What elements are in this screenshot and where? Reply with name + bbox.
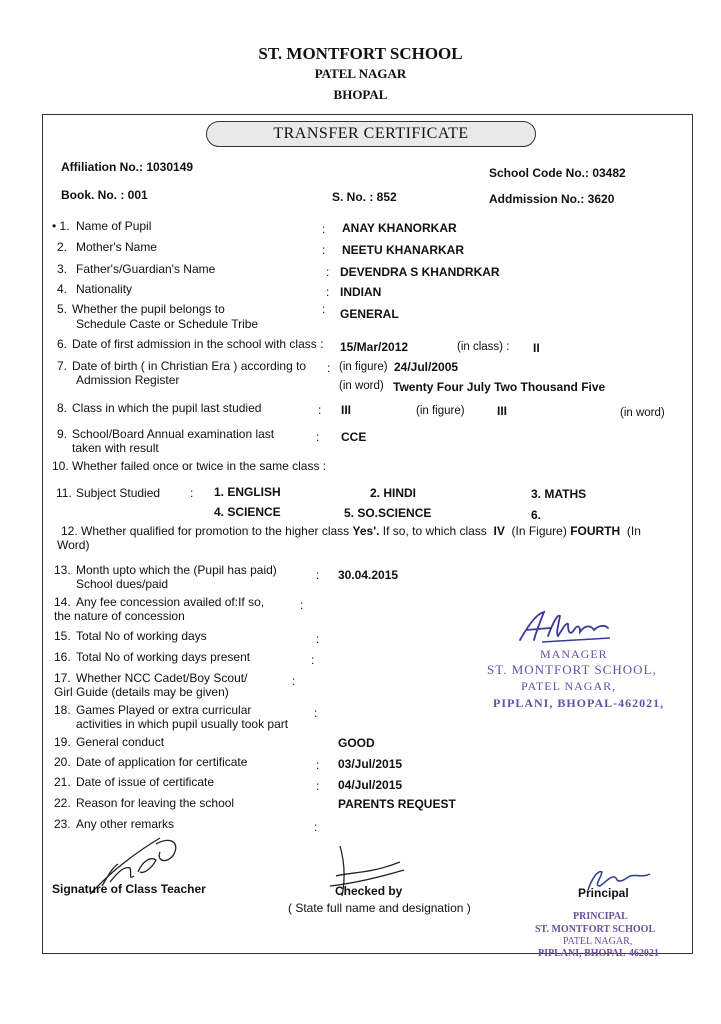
field-13-label-line-2: School dues/paid bbox=[76, 577, 169, 591]
field-14-label-line-1: Any fee concession availed of:If so, bbox=[76, 595, 265, 609]
field-16-colon: : bbox=[311, 653, 315, 667]
field-9-colon: : bbox=[316, 430, 320, 444]
field-7-colon: : bbox=[327, 361, 331, 375]
principal-stamp-line-3: PATEL NAGAR, bbox=[563, 936, 633, 947]
field-23-colon: : bbox=[314, 820, 318, 834]
field-16-label: Total No of working days present bbox=[76, 650, 251, 664]
subject-item: 5. SO.SCIENCE bbox=[344, 506, 432, 520]
field-1-label: Name of Pupil bbox=[76, 219, 152, 233]
field-3-colon: : bbox=[326, 265, 330, 279]
field-8-colon: : bbox=[318, 403, 322, 417]
field-11-number: 11. bbox=[56, 486, 72, 500]
nationality-value: INDIAN bbox=[340, 285, 382, 299]
field-10-number: 10. bbox=[52, 459, 69, 473]
category-value: GENERAL bbox=[340, 307, 399, 321]
issue-date-value: 04/Jul/2015 bbox=[338, 778, 403, 792]
subject-item: 4. SCIENCE bbox=[214, 505, 281, 519]
field-16-number: 16. bbox=[54, 650, 71, 664]
mother-name-value: NEETU KHANARKAR bbox=[342, 243, 464, 257]
principal-stamp-line-1: PRINCIPAL bbox=[573, 911, 628, 922]
subject-item: 3. MATHS bbox=[531, 487, 587, 501]
field-13-colon: : bbox=[316, 568, 320, 582]
field-7-label-line-2: Admission Register bbox=[76, 373, 180, 387]
field-17-number: 17. bbox=[54, 671, 71, 685]
subject-item: 6. bbox=[531, 508, 542, 522]
field-22-number: 22. bbox=[54, 796, 71, 810]
field-12-line-1: 12. Whether qualified for promotion to the higher class Yes'. If so, to which class IV (In Figure) FOURTH (In bbox=[61, 524, 641, 538]
field-14-label-line-2: the nature of concession bbox=[54, 609, 185, 623]
field-9-label-line-2: taken with result bbox=[72, 441, 159, 455]
field-21-number: 21. bbox=[54, 775, 71, 789]
field-3-number: 3. bbox=[57, 262, 68, 276]
field-6-label: Date of first admission in the school with class : bbox=[72, 337, 324, 351]
dob-in-figure-label: (in figure) bbox=[339, 361, 388, 373]
field-4-label: Nationality bbox=[76, 282, 133, 296]
field-17-colon: : bbox=[292, 674, 296, 688]
last-class-in-word-label: (in word) bbox=[620, 407, 665, 419]
exam-result-value: CCE bbox=[341, 430, 367, 444]
principal-stamp-line-4: PIPLANI, BHOPAL-462021 bbox=[538, 948, 659, 959]
affiliation-number: Affiliation No.: 1030149 bbox=[61, 160, 194, 174]
field-17-label-line-1: Whether NCC Cadet/Boy Scout/ bbox=[76, 671, 248, 685]
field-7-number: 7. bbox=[57, 359, 68, 373]
field-3-label: Father's/Guardian's Name bbox=[76, 262, 216, 276]
field-15-label: Total No of working days bbox=[76, 629, 207, 643]
last-class-word-value: III bbox=[497, 404, 508, 418]
field-23-label: Any other remarks bbox=[76, 817, 175, 831]
certificate-title: TRANSFER CERTIFICATE bbox=[273, 125, 469, 142]
state-full-name-label: ( State full name and designation ) bbox=[288, 901, 471, 915]
field-15-number: 15. bbox=[54, 629, 71, 643]
principal-stamp-line-2: ST. MONTFORT SCHOOL bbox=[535, 924, 656, 935]
field-19-number: 19. bbox=[54, 735, 71, 749]
checked-by-label: Checked by bbox=[335, 884, 403, 898]
class-teacher-signature-label: Signature of Class Teacher bbox=[52, 882, 206, 896]
field-5-label-line-1: Whether the pupil belongs to bbox=[72, 302, 225, 316]
field-9-number: 9. bbox=[57, 427, 68, 441]
field-19-label: General conduct bbox=[76, 735, 165, 749]
manager-stamp-line-3: PATEL NAGAR, bbox=[521, 679, 617, 693]
field-4-colon: : bbox=[326, 285, 330, 299]
in-class-label: (in class) : bbox=[457, 341, 510, 353]
field-21-colon: : bbox=[316, 779, 320, 793]
book-number: Book. No. : 001 bbox=[61, 188, 148, 202]
admission-number: Addmission No.: 3620 bbox=[489, 192, 615, 206]
field-10-label: Whether failed once or twice in the same class : bbox=[72, 459, 327, 473]
field-17-label-line-2: Girl Guide (details may be given) bbox=[54, 685, 229, 699]
last-class-in-figure-label: (in figure) bbox=[416, 405, 465, 417]
field-5-number: 5. bbox=[57, 302, 68, 316]
admission-date-value: 15/Mar/2012 bbox=[340, 340, 409, 354]
school-name: ST. MONTFORT SCHOOL bbox=[258, 44, 463, 63]
father-name-value: DEVENDRA S KHANDRKAR bbox=[340, 265, 500, 279]
field-21-label: Date of issue of certificate bbox=[76, 775, 215, 789]
dob-in-word-label: (in word) bbox=[339, 380, 384, 392]
application-date-value: 03/Jul/2015 bbox=[338, 757, 403, 771]
field-11-colon: : bbox=[190, 486, 194, 500]
field-1-number: • 1. bbox=[52, 219, 70, 233]
field-2-label: Mother's Name bbox=[76, 240, 157, 254]
field-15-colon: : bbox=[316, 632, 320, 646]
field-8-label: Class in which the pupil last studied bbox=[72, 401, 262, 415]
subject-item: 2. HINDI bbox=[370, 486, 417, 500]
field-4-number: 4. bbox=[57, 282, 68, 296]
school-code: School Code No.: 03482 bbox=[489, 166, 626, 180]
principal-signature-label: Principal bbox=[578, 886, 629, 900]
field-5-colon: : bbox=[322, 302, 326, 316]
school-locality: PATEL NAGAR bbox=[314, 66, 407, 81]
field-14-number: 14. bbox=[54, 595, 71, 609]
field-8-number: 8. bbox=[57, 401, 68, 415]
pupil-name-value: ANAY KHANORKAR bbox=[342, 221, 457, 235]
field-22-label: Reason for leaving the school bbox=[76, 796, 235, 810]
field-6-number: 6. bbox=[57, 337, 68, 351]
conduct-value: GOOD bbox=[338, 736, 375, 750]
field-23-number: 23. bbox=[54, 817, 71, 831]
dues-paid-value: 30.04.2015 bbox=[338, 568, 399, 582]
field-20-number: 20. bbox=[54, 755, 71, 769]
leaving-reason-value: PARENTS REQUEST bbox=[338, 797, 456, 811]
school-city: BHOPAL bbox=[333, 87, 388, 102]
field-20-label: Date of application for certificate bbox=[76, 755, 248, 769]
dob-figure-value: 24/Jul/2005 bbox=[394, 360, 459, 374]
admission-class-value: II bbox=[533, 341, 540, 355]
field-1-colon: : bbox=[322, 222, 326, 236]
field-18-colon: : bbox=[314, 706, 318, 720]
manager-stamp-line-1: MANAGER bbox=[540, 647, 608, 661]
field-11-label: Subject Studied bbox=[76, 486, 161, 500]
field-5-label-line-2: Schedule Caste or Schedule Tribe bbox=[76, 317, 259, 331]
manager-signature-icon bbox=[514, 606, 614, 646]
dob-word-value: Twenty Four July Two Thousand Five bbox=[393, 380, 606, 394]
serial-number: S. No. : 852 bbox=[332, 190, 397, 204]
field-13-label-line-1: Month upto which the (Pupil has paid) bbox=[76, 563, 277, 577]
field-2-colon: : bbox=[322, 243, 326, 257]
field-18-label-line-1: Games Played or extra curricular bbox=[76, 703, 252, 717]
field-7-label-line-1: Date of birth ( in Christian Era ) according to bbox=[72, 359, 307, 373]
field-18-number: 18. bbox=[54, 703, 71, 717]
subject-item: 1. ENGLISH bbox=[214, 485, 281, 499]
manager-stamp-line-4: PIPLANI, BHOPAL-462021, bbox=[493, 696, 665, 710]
field-9-label-line-1: School/Board Annual examination last bbox=[72, 427, 275, 441]
field-20-colon: : bbox=[316, 758, 320, 772]
field-2-number: 2. bbox=[57, 240, 68, 254]
manager-stamp-line-2: ST. MONTFORT SCHOOL, bbox=[487, 662, 657, 677]
field-12-line-2: Word) bbox=[57, 538, 90, 552]
last-class-figure-value: III bbox=[341, 403, 352, 417]
field-13-number: 13. bbox=[54, 563, 71, 577]
certificate-title-banner bbox=[206, 121, 536, 147]
field-18-label-line-2: activities in which pupil usually took part bbox=[76, 717, 289, 731]
field-14-colon: : bbox=[300, 598, 304, 612]
